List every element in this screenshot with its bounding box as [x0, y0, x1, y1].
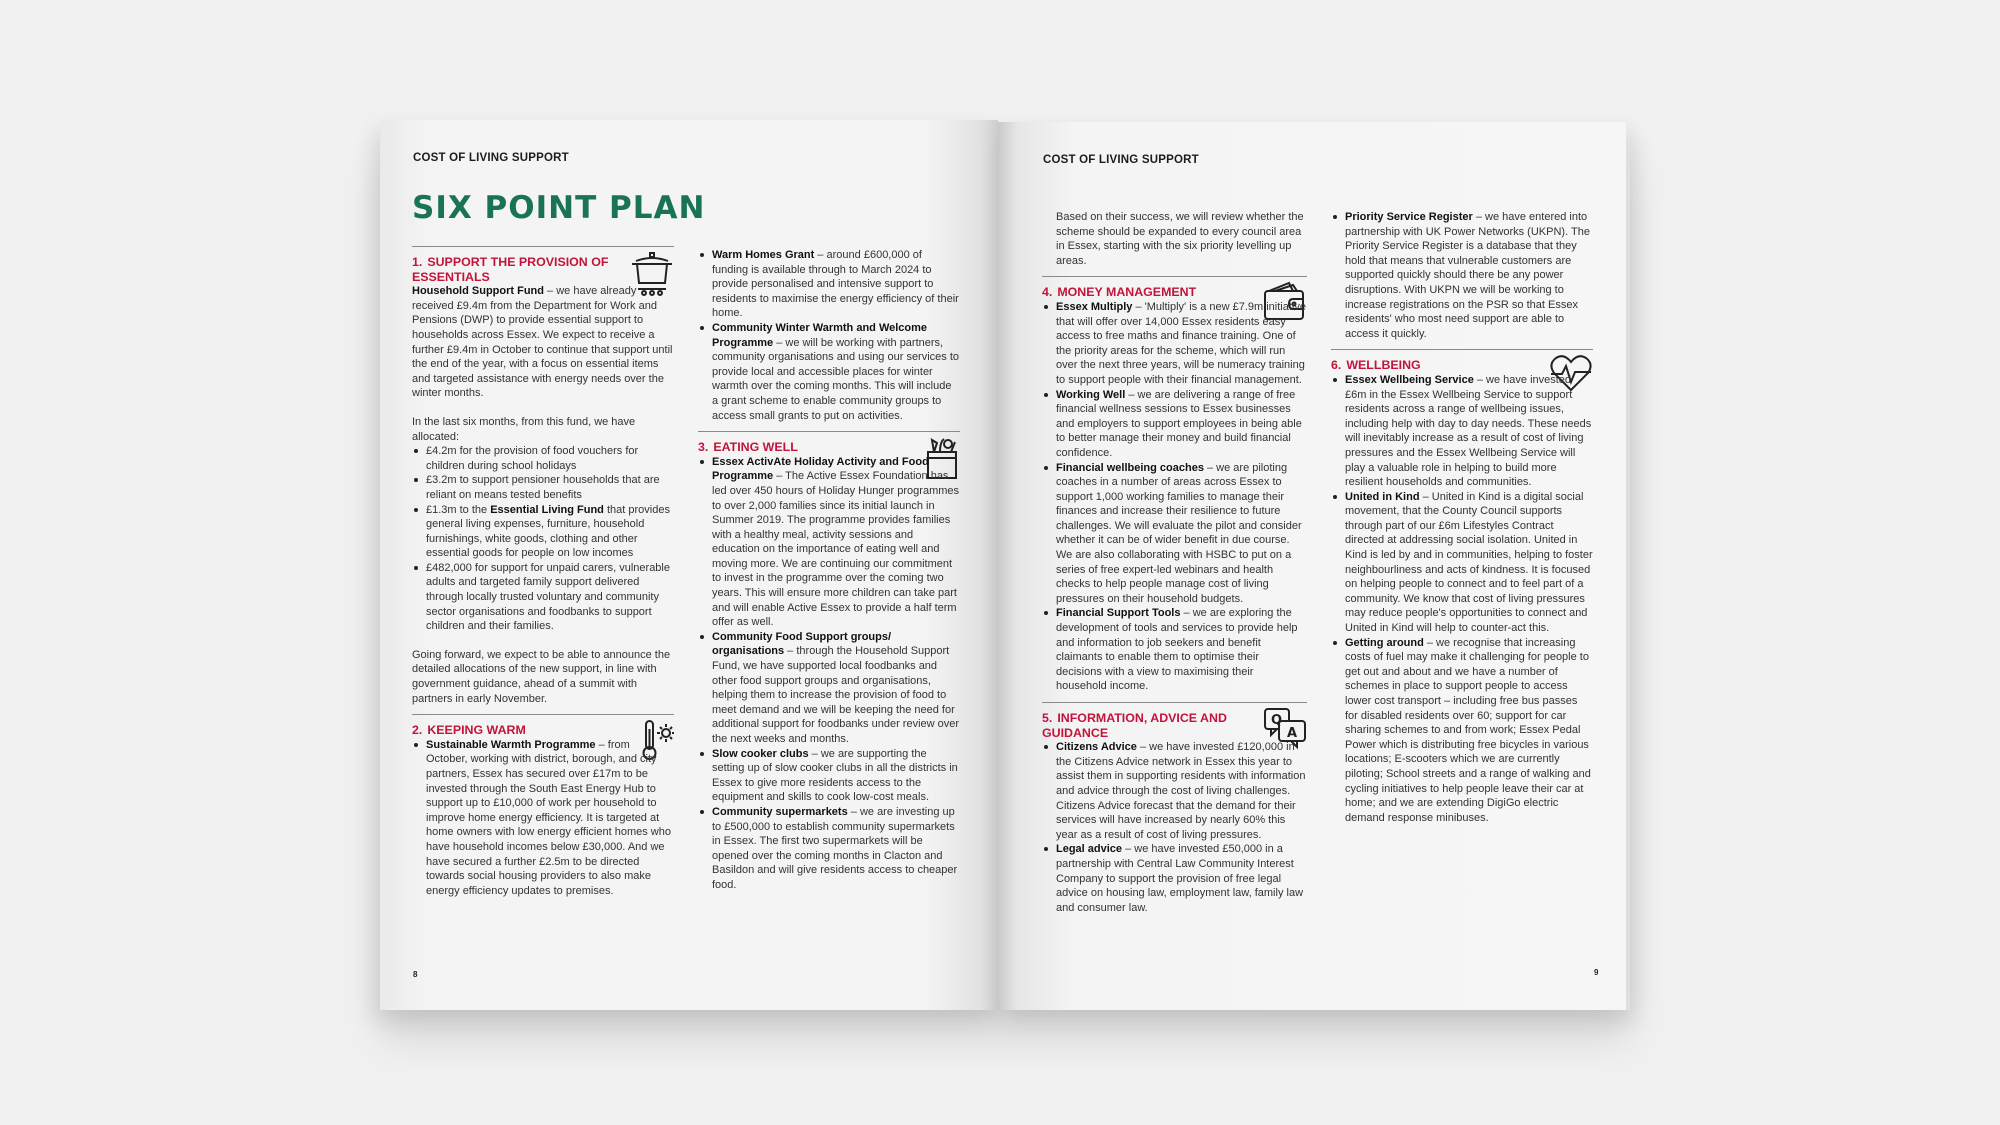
bullet-list [412, 738, 674, 899]
section-number: 3. [698, 440, 709, 455]
list-item: Warm Homes Grant – around £600,000 of funding is available through to March 2024 to provide personalised and intensive support to residents to maximise the energy efficiency of their home. [698, 248, 960, 321]
section-4 [1042, 285, 1307, 694]
list-item: Citizens Advice – we have invested £120,000 in the Citizens Advice network in Essex this year to assist them in supporting residents with information and advice through the cost of living challenges. Citizens Advice forecast that the demand for their services will have increased by nearly 60% this year as a result of cost of living pressures. [1042, 740, 1307, 842]
list-item: Financial Support Tools – we are exploring the development of tools and services to provide help and information to job seekers and benefit claimants to enable them to optimise their decisions with a view to maximising their household income. [1042, 606, 1307, 694]
bullet-list [698, 455, 960, 893]
page-number: 9 [1594, 968, 1599, 977]
bullet-list [412, 444, 674, 634]
divider [1331, 349, 1593, 350]
right-page [998, 122, 1626, 1010]
section-3 [698, 440, 960, 892]
section-5 [1042, 711, 1307, 915]
section-heading: INFORMATION, ADVICE AND GUIDANCE [1042, 711, 1227, 740]
running-head-right: COST OF LIVING SUPPORT [1043, 154, 1199, 166]
list-item: Priority Service Register – we have entered into partnership with UK Power Networks (UKPN). The Priority Service Register is a database that they hold that means that vulnerable customers are supported quickly should there be any power disruptions. With UKPN we will be working to increase registrations on the PSR so that Essex residents' who most need support are able to access it quickly. [1331, 210, 1593, 341]
list-item: Slow cooker clubs – we are supporting the setting up of slow cooker clubs in all the districts in Essex to give more residents access to the equipment and skills to cook low-cost meals. [698, 747, 960, 805]
section-number: 6. [1331, 358, 1342, 373]
section-heading: KEEPING WARM [427, 723, 526, 738]
section-number: 1. [412, 255, 423, 269]
bullet-list [1042, 300, 1307, 694]
list-item: Community Winter Warmth and Welcome Programme – we will be working with partners, community organisations and using our services to provide local and accessible places for winter warmth over the coming months. This will include a grant scheme to enable community groups to access small grants to put on activities. [698, 321, 960, 423]
left-column-b [698, 248, 960, 893]
bullet-list [1331, 210, 1593, 341]
list-item: £482,000 for support for unpaid carers, vulnerable adults and targeted family support delivered through locally trusted voluntary and community sector organisations and foodbanks to support children and their families. [412, 561, 674, 634]
left-column-a [412, 246, 674, 898]
section-heading: EATING WELL [713, 440, 798, 455]
section-heading: SUPPORT THE PROVISION OF ESSENTIALS [412, 255, 609, 284]
paragraph-text: – we have already received £9.4m from the Department for Work and Pensions (DWP) to provide essential support to households across Essex. We expect to receive a further £9.4m in October to continue that support until the end of the year, with a focus on essential items and targeted assistance with energy needs over the winter months. [412, 285, 673, 400]
section-number: 5. [1042, 711, 1053, 725]
divider [412, 714, 674, 715]
section-2 [412, 723, 674, 898]
section-number: 4. [1042, 285, 1053, 300]
section-number: 2. [412, 723, 423, 738]
divider [1042, 276, 1307, 277]
cooking-pot-icon [630, 251, 674, 297]
divider [1042, 702, 1307, 703]
list-item: Legal advice – we have invested £50,000 in a partnership with Central Law Community Interest Company to support the provision of free legal advice on housing law, employment law, family law and consumer law. [1042, 842, 1307, 915]
section-6 [1331, 358, 1593, 825]
list-item: Community supermarkets – we are investing up to £500,000 to establish community supermarkets in Essex. The first two supermarkets will be opened over the coming months in Clacton and Basildon and will give residents access to cheaper food. [698, 805, 960, 893]
bullet-list [698, 248, 960, 423]
paragraph-text: In the last six months, from this fund, we have allocated: [412, 415, 636, 443]
svg-text:A: A [1287, 726, 1298, 741]
list-item: Getting around – we recognise that increasing costs of fuel may make it challenging for people to get out and about and we have a number of schemes in place to support people to access lower cost transport – including free bus passes for disabled residents over 60; support for car sharing schemes to and from work; Essex Pedal Power which is distributing free bicycles in various locations; E-scooters which we are currently piloting; School streets and a range of walking and cycling initiatives to help people leave their car at home; and we are extending DigiGo electric demand response minibuses. [1331, 636, 1593, 826]
list-item: United in Kind – United in Kind is a digital social movement, that the County Council supports through part of our £6m Lifestyles Contract directed at addressing social isolation. United in Kind is led by and in communities, helping to foster neighbourliness and acts of kindness. It is focused on helping people to connect and to feel part of a community. We know that cost of living pressures may reduce people's opportunities to connect and United in Kind will help to counter-act this. [1331, 490, 1593, 636]
section-1 [412, 255, 674, 706]
list-item: Essex Wellbeing Service – we have invested £6m in the Essex Wellbeing Service to support residents across a range of wellbeing issues, including help with day to day needs. These needs will inevitably increase as a result of cost of living pressures and the Essex Wellbeing Service will play a valuable role in helping to build more resilient households and communities. [1331, 373, 1593, 490]
list-item: Essex Multiply – 'Multiply' is a new £7.9m initiative that will offer over 14,000 Essex residents easy access to free maths and finance training. One of the priority areas for the scheme, which will run over the next three years, will be numeracy training to support people with their financial management. [1042, 300, 1307, 388]
list-item: Essex ActivAte Holiday Activity and Food Programme – The Active Essex Foundation has led over 450 hours of Holiday Hunger programmes to over 2,000 families since its initial launch in Summer 2019. The programme provides families with a healthy meal, activity sessions and education on the importance of eating well and moving more. We are continuing our commitment to invest in the programme over the coming two years. This will ensure more children can take part and will enable Active Essex to provide a half term offer as well. [698, 455, 960, 630]
list-item: Financial wellbeing coaches – we are piloting coaches in a number of areas across Essex to support 1,000 working families to manage their finances and increase their resilience to future challenges. We will evaluate the pilot and consider whether it can be of wider benefit in due course. We are also collaborating with HSBC to put on a series of free expert-led webinars and health checks to help people manage cost of living pressures on their household budgets. [1042, 461, 1307, 607]
list-item: £4.2m for the provision of food vouchers for children during school holidays [412, 444, 674, 473]
svg-text:Q: Q [1271, 713, 1283, 728]
right-column-a [1042, 210, 1307, 915]
right-column-b [1331, 210, 1593, 825]
bullet-list [1042, 740, 1307, 915]
bullet-list [1331, 373, 1593, 825]
left-page [380, 120, 998, 1010]
bold-term: Household Support Fund [412, 285, 544, 298]
paragraph-text: Based on their success, we will review whether the scheme should be expanded to every council area in Essex, starting with the six priority levelling up areas. [1056, 211, 1304, 267]
section-heading: WELLBEING [1346, 358, 1421, 373]
list-item: Working Well – we are delivering a range of free financial wellness sessions to Essex businesses and employers to support employees in being able to better manage their money and build financial confidence. [1042, 388, 1307, 461]
divider [698, 431, 960, 432]
page-number: 8 [413, 970, 418, 979]
section-heading: MONEY MANAGEMENT [1057, 285, 1197, 300]
list-item: Sustainable Warmth Programme – from October, working with district, borough, and city partners, Essex has secured over £17m to be invested through the South East Energy Hub to support up to £10,000 of work per household to improve home energy efficiency. It is targeted at home owners with low energy efficient homes who have household incomes below £30,000. And we have secured a further £2.5m to be directed towards social housing providers to also make energy efficiency updates to premises. [412, 738, 674, 899]
list-item: £1.3m to the Essential Living Fund that provides general living expenses, furniture, household furnishings, white goods, clothing and other essential goods for people on low incomes [412, 503, 674, 561]
list-item: £3.2m to support pensioner households that are reliant on means tested benefits [412, 473, 674, 502]
page-title: SIX POINT PLAN [412, 190, 706, 226]
running-head-left: COST OF LIVING SUPPORT [413, 152, 569, 164]
paragraph-text: Going forward, we expect to be able to announce the detailed allocations of the new support, in line with government guidance, ahead of a summit with partners in early November. [412, 648, 671, 705]
divider [412, 246, 674, 247]
list-item: Community Food Support groups/ organisations – through the Household Support Fund, we have supported local foodbanks and other food support groups and organisations, helping them to increase the provision of food to meet demand and we will be keeping the need for additional support for foodbanks under review over the next weeks and months. [698, 630, 960, 747]
